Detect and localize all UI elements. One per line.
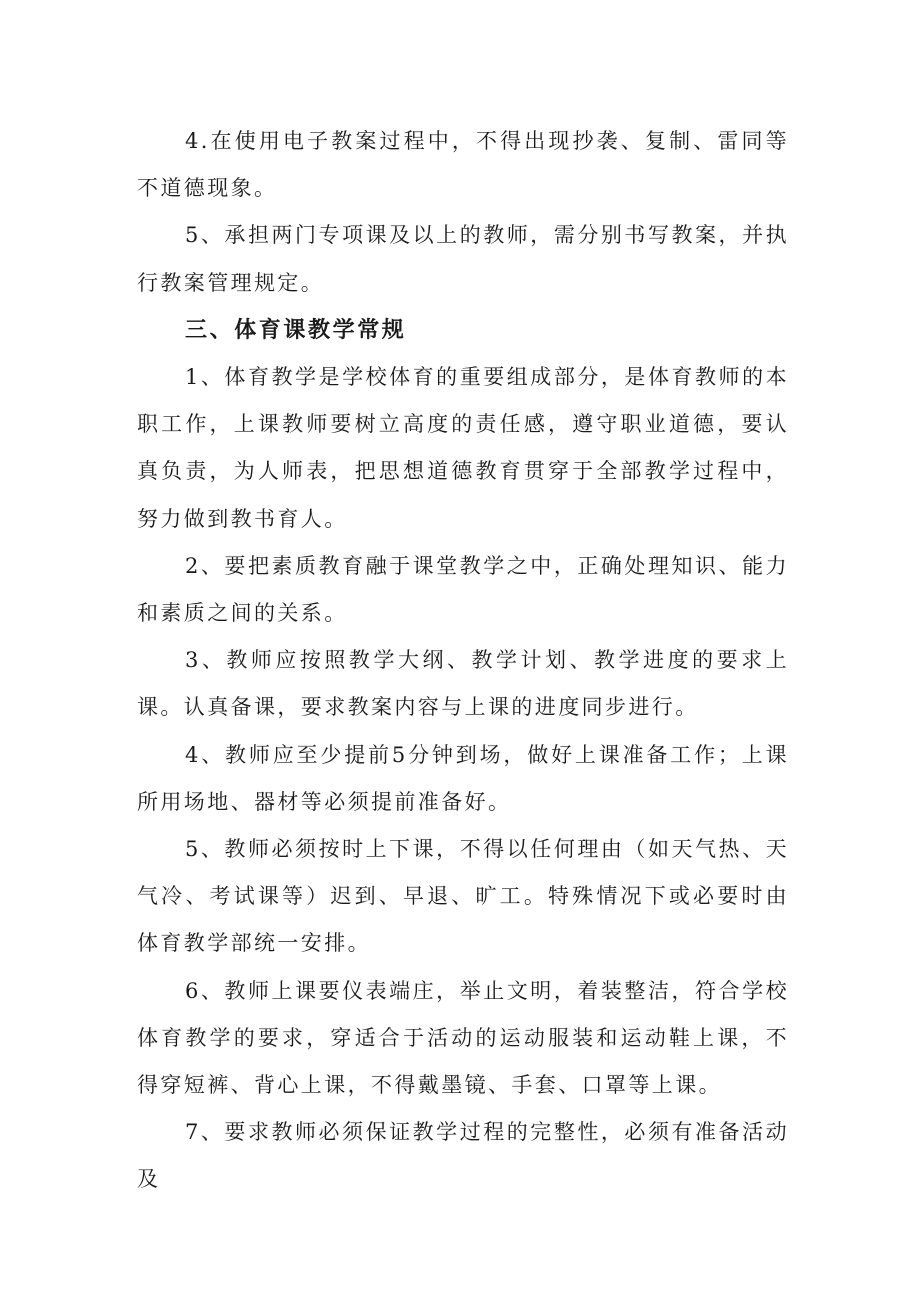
paragraph-rule-7: 7、要求教师必须保证教学过程的完整性，必须有准备活动及 [137,1120,789,1192]
paragraph-item-4: 4.在使用电子教案过程中，不得出现抄袭、复制、雷同等不道德现象。 [137,129,789,201]
paragraph-rule-2: 2、要把素质教育融于课堂教学之中，正确处理知识、能力和素质之间的关系。 [137,553,789,626]
section-heading: 三、体育课教学常规 [185,317,407,343]
document-body [137,118,789,1204]
paragraph-rule-6: 6、教师上课要仪表端庄，举止文明，着装整洁，符合学校体育教学的要求，穿适合于活动的运动服装和运动鞋上课，不得穿短裤、背心上课，不得戴墨镜、手套、口罩等上课。 [137,978,789,1098]
paragraph-rule-1: 1、体育教学是学校体育的重要组成部分，是体育教师的本职工作，上课教师要树立高度的责任感，遵守职业道德，要认真负责，为人师表，把思想道德教育贯穿于全部教学过程中，努力做到教书育人。 [137,365,789,531]
paragraph-item-5: 5、承担两门专项课及以上的教师，需分别书写教案，并执行教案管理规定。 [137,223,789,295]
paragraph-rule-4: 4、教师应至少提前5分钟到场，做好上课准备工作；上课所用场地、器材等必须提前准备好。 [137,742,789,814]
paragraph-rule-5: 5、教师必须按时上下课，不得以任何理由（如天气热、天气冷、考试课等）迟到、早退、旷工。特殊情况下或必要时由体育教学部统一安排。 [137,837,789,956]
paragraph-rule-3: 3、教师应按照教学大纲、教学计划、教学进度的要求上课。认真备课，要求教案内容与上课的进度同步进行。 [137,648,789,720]
